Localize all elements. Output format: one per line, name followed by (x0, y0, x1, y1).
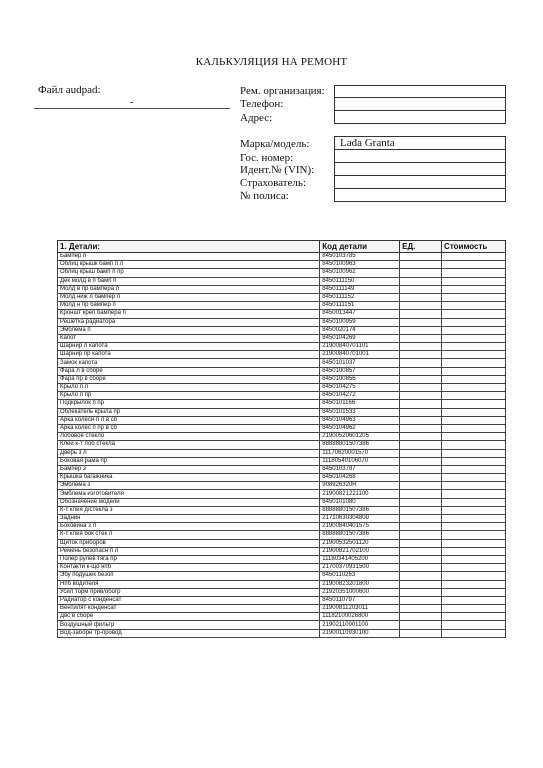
part-name-cell: Крыло п пр (58, 392, 320, 400)
unit-cell (400, 400, 442, 408)
unit-cell (400, 555, 442, 563)
unit-cell (400, 310, 442, 318)
table-row (58, 359, 506, 367)
unit-cell (400, 629, 442, 637)
unit-cell (400, 384, 442, 392)
table-row (58, 564, 506, 572)
unit-cell (400, 392, 442, 400)
cost-cell (442, 384, 506, 392)
table-row (58, 621, 506, 629)
unit-cell (400, 531, 442, 539)
table-row (58, 310, 506, 318)
table-row (58, 490, 506, 498)
field-label-insurer: Страхователь: (240, 177, 306, 189)
part-code-cell: 8450104275 (320, 384, 400, 392)
unit-cell (400, 580, 442, 588)
part-code-cell: 21900821702100 (320, 547, 400, 555)
header-parts: 1. Детали: (58, 241, 320, 253)
table-row (58, 482, 506, 490)
table-row (58, 515, 506, 523)
part-name-cell: Клей к-т лоб стекла (58, 441, 320, 449)
field-value-vin[interactable] (334, 162, 506, 176)
part-name-cell: Усил торм прив/обогр (58, 588, 320, 596)
part-name-cell: Крышка багажника (58, 474, 320, 482)
unit-cell (400, 351, 442, 359)
cost-cell (442, 433, 506, 441)
field-label-vin: Идент.№ (VIN): (240, 164, 315, 176)
part-name-cell: Молд в пр бампера п (58, 285, 320, 293)
unit-cell (400, 359, 442, 367)
part-code-cell: 11180540106070 (320, 457, 400, 465)
parts-table (57, 240, 506, 638)
field-value-phone[interactable] (334, 97, 506, 111)
table-row (58, 433, 506, 441)
unit-cell (400, 334, 442, 342)
table-row (58, 613, 506, 621)
part-code-cell: 8450101166 (320, 400, 400, 408)
table-row (58, 318, 506, 326)
unit-cell (400, 588, 442, 596)
cost-cell (442, 310, 506, 318)
part-code-cell: 8450100959 (320, 318, 400, 326)
part-name-cell: Арка колес п пр в сб (58, 424, 320, 432)
part-name-cell: Вод-заборн тр-провод (58, 629, 320, 637)
part-code-cell: 8450101080 (320, 498, 400, 506)
table-row (58, 416, 506, 424)
unit-cell (400, 506, 442, 514)
part-name-cell: Вентилят конденсат (58, 605, 320, 613)
unit-cell (400, 408, 442, 416)
part-name-cell: Эбу подушек безоп (58, 572, 320, 580)
unit-cell (400, 367, 442, 375)
table-row (58, 457, 506, 465)
unit-cell (400, 515, 442, 523)
cost-cell (442, 564, 506, 572)
part-name-cell: Решётка радиатора (58, 318, 320, 326)
cost-cell (442, 318, 506, 326)
part-code-cell: 8450111150 (320, 277, 400, 285)
part-code-cell: 8450104963 (320, 416, 400, 424)
cost-cell (442, 367, 506, 375)
part-name-cell: Капот (58, 334, 320, 342)
table-row (58, 629, 506, 637)
table-row (58, 253, 506, 261)
part-name-cell: Полер рулев тяга пр (58, 555, 320, 563)
part-name-cell: Лобовое стекло (58, 433, 320, 441)
part-code-cell: 8450100857 (320, 367, 400, 375)
cost-cell (442, 547, 506, 555)
cost-cell (442, 506, 506, 514)
unit-cell (400, 318, 442, 326)
cost-cell (442, 629, 506, 637)
table-row (58, 384, 506, 392)
cost-cell (442, 465, 506, 473)
part-code-cell: 21900840401575 (320, 523, 400, 531)
cost-cell (442, 424, 506, 432)
header-unit: ЕД. (400, 241, 442, 253)
unit-cell (400, 457, 442, 465)
part-code-cell: 21902110901100 (320, 621, 400, 629)
part-code-cell: 88888801507386 (320, 531, 400, 539)
part-code-cell: 21900110930100 (320, 629, 400, 637)
field-label-policy: № полиса: (240, 190, 289, 202)
part-code-cell: 8450104962 (320, 424, 400, 432)
cost-cell (442, 572, 506, 580)
cost-cell (442, 351, 506, 359)
part-code-cell: 8450100962 (320, 269, 400, 277)
cost-cell (442, 621, 506, 629)
unit-cell (400, 433, 442, 441)
part-code-cell: 21900532501120 (320, 539, 400, 547)
cost-cell (442, 539, 506, 547)
part-name-cell: Кроншт креп бампера п (58, 310, 320, 318)
cost-cell (442, 474, 506, 482)
cost-cell (442, 555, 506, 563)
table-row (58, 498, 506, 506)
part-code-cell: 21900811203011 (320, 605, 400, 613)
unit-cell (400, 482, 442, 490)
cost-cell (442, 359, 506, 367)
cost-cell (442, 269, 506, 277)
table-row (58, 596, 506, 604)
table-row (58, 531, 506, 539)
file-dash: - (130, 97, 134, 108)
part-name-cell: Шарнир л капота (58, 343, 320, 351)
table-row (58, 449, 506, 457)
cost-cell (442, 498, 506, 506)
unit-cell (400, 465, 442, 473)
part-name-cell: Подкрылок п пр (58, 400, 320, 408)
part-code-cell: 21700370931500 (320, 564, 400, 572)
unit-cell (400, 253, 442, 261)
table-row (58, 302, 506, 310)
header-cost: Стоимость (442, 241, 506, 253)
unit-cell (400, 564, 442, 572)
unit-cell (400, 539, 442, 547)
part-name-cell: Двс в сборе (58, 613, 320, 621)
cost-cell (442, 523, 506, 531)
part-name-cell: Облиц крыш бамп п пр (58, 269, 320, 277)
part-code-cell: 8450100963 (320, 261, 400, 269)
table-row (58, 474, 506, 482)
table-row (58, 351, 506, 359)
part-name-cell: Крыло п л (58, 384, 320, 392)
cost-cell (442, 392, 506, 400)
part-name-cell: К-т клея бок стек л (58, 531, 320, 539)
unit-cell (400, 572, 442, 580)
cost-cell (442, 400, 506, 408)
part-code-cell: 8450110797 (320, 596, 400, 604)
cost-cell (442, 277, 506, 285)
unit-cell (400, 302, 442, 310)
part-code-cell: 8450111149 (320, 285, 400, 293)
table-header-row (58, 241, 506, 253)
part-code-cell: 21900520601205 (320, 433, 400, 441)
parts-table-body (58, 253, 506, 638)
table-row (58, 293, 506, 301)
part-code-cell: 8450111152 (320, 293, 400, 301)
field-label-phone: Телефон: (240, 98, 284, 110)
unit-cell (400, 285, 442, 293)
cost-cell (442, 605, 506, 613)
table-row (58, 400, 506, 408)
field-value-insurer[interactable] (334, 175, 506, 189)
part-code-cell: 8450020174 (320, 326, 400, 334)
part-code-cell: 21900821221100 (320, 490, 400, 498)
part-name-cell: Контакти к-що нпб (58, 564, 320, 572)
part-name-cell: Щиток приборов (58, 539, 320, 547)
field-value-policy[interactable] (334, 188, 506, 202)
part-name-cell: Дверь з л (58, 449, 320, 457)
part-name-cell: Эмблема п (58, 326, 320, 334)
unit-cell (400, 547, 442, 555)
part-name-cell: Арка колесн п л в сб (58, 416, 320, 424)
cost-cell (442, 580, 506, 588)
part-name-cell: Эмблема з (58, 482, 320, 490)
table-row (58, 269, 506, 277)
unit-cell (400, 424, 442, 432)
table-row (58, 555, 506, 563)
unit-cell (400, 474, 442, 482)
file-label: Файл audpad: (38, 84, 101, 96)
part-name-cell: Воздушный фильтр (58, 621, 320, 629)
unit-cell (400, 498, 442, 506)
unit-cell (400, 277, 442, 285)
unit-cell (400, 449, 442, 457)
table-row (58, 506, 506, 514)
table-row (58, 392, 506, 400)
field-value-plate[interactable] (334, 149, 506, 163)
part-code-cell: 8450110263 (320, 572, 400, 580)
table-row (58, 343, 506, 351)
cost-cell (442, 253, 506, 261)
part-name-cell: Дек молд в п бамп п (58, 277, 320, 285)
cost-cell (442, 285, 506, 293)
cost-cell (442, 261, 506, 269)
part-code-cell: 21900823201800 (320, 580, 400, 588)
page-title: КАЛЬКУЛЯЦИЯ НА РЕМОНТ (195, 56, 348, 68)
table-row (58, 367, 506, 375)
part-name-cell: Облекатель крыла пр (58, 408, 320, 416)
cost-cell (442, 596, 506, 604)
part-name-cell: Боковина з л (58, 523, 320, 531)
part-code-cell: 8450100856 (320, 375, 400, 383)
field-label-plate: Гос. номер: (240, 152, 294, 164)
cost-cell (442, 588, 506, 596)
unit-cell (400, 375, 442, 383)
field-value-make-model[interactable]: Lada Granta (334, 136, 506, 150)
part-name-cell: Боковая рама пр (58, 457, 320, 465)
part-name-cell: Радиатор с конденсат (58, 596, 320, 604)
cost-cell (442, 490, 506, 498)
cost-cell (442, 449, 506, 457)
table-row (58, 334, 506, 342)
table-row (58, 572, 506, 580)
table-row (58, 547, 506, 555)
part-name-cell: Бампер п (58, 253, 320, 261)
table-row (58, 539, 506, 547)
cost-cell (442, 515, 506, 523)
part-code-cell: 21900840701101 (320, 343, 400, 351)
unit-cell (400, 441, 442, 449)
cost-cell (442, 441, 506, 449)
field-label-address: Адрес: (240, 112, 273, 124)
part-name-cell: Нпб водителя (58, 580, 320, 588)
part-name-cell: Эмблема изготовителя (58, 490, 320, 498)
part-code-cell: 8450103785 (320, 253, 400, 261)
part-code-cell: 8450013447 (320, 310, 400, 318)
unit-cell (400, 326, 442, 334)
cost-cell (442, 416, 506, 424)
unit-cell (400, 596, 442, 604)
part-name-cell: Молд н пр бампер п (58, 302, 320, 310)
unit-cell (400, 613, 442, 621)
table-row (58, 441, 506, 449)
table-row (58, 465, 506, 473)
part-code-cell: 8450104268 (320, 474, 400, 482)
part-name-cell: Облиц крышк бамп п л (58, 261, 320, 269)
table-row (58, 580, 506, 588)
unit-cell (400, 523, 442, 531)
part-code-cell: 88888801507386 (320, 506, 400, 514)
part-name-cell: Обозначение модели (58, 498, 320, 506)
part-code-cell: 11180341405200 (320, 555, 400, 563)
unit-cell (400, 269, 442, 277)
cost-cell (442, 457, 506, 465)
cost-cell (442, 326, 506, 334)
field-label-make-model: Марка/модель: (240, 138, 310, 150)
part-code-cell: 11182100026800 (320, 613, 400, 621)
cost-cell (442, 334, 506, 342)
file-underline (34, 108, 230, 109)
cost-cell (442, 613, 506, 621)
part-name-cell: Бампер з (58, 465, 320, 473)
cost-cell (442, 343, 506, 351)
cost-cell (442, 375, 506, 383)
part-code-cell: 8450101533 (320, 408, 400, 416)
part-code-cell: 21900840701001 (320, 351, 400, 359)
table-row (58, 277, 506, 285)
part-code-cell: 88888801507386 (320, 441, 400, 449)
cost-cell (442, 482, 506, 490)
part-code-cell: 11170620001570 (320, 449, 400, 457)
part-name-cell: К-т клея д/стекла з (58, 506, 320, 514)
unit-cell (400, 621, 442, 629)
cost-cell (442, 531, 506, 539)
part-name-cell: Шарнир пр капота (58, 351, 320, 359)
table-row (58, 408, 506, 416)
field-label-repair-org: Рем. организация: (240, 85, 325, 97)
part-code-cell: 8450104272 (320, 392, 400, 400)
part-code-cell: 21920351000600 (320, 588, 400, 596)
part-code-cell: 21710630304800 (320, 515, 400, 523)
unit-cell (400, 605, 442, 613)
unit-cell (400, 343, 442, 351)
part-name-cell: Замок капота (58, 359, 320, 367)
part-code-cell: 8450103787 (320, 465, 400, 473)
unit-cell (400, 416, 442, 424)
table-row (58, 375, 506, 383)
field-value-address[interactable] (334, 110, 506, 124)
header-part-code: Код детали (320, 241, 400, 253)
part-code-cell: 8450111151 (320, 302, 400, 310)
part-name-cell: Заднин (58, 515, 320, 523)
table-row (58, 424, 506, 432)
cost-cell (442, 302, 506, 310)
unit-cell (400, 293, 442, 301)
cost-cell (442, 408, 506, 416)
table-row (58, 605, 506, 613)
table-row (58, 261, 506, 269)
part-code-cell: 8450101037 (320, 359, 400, 367)
part-name-cell: Фара пр в сборе (58, 375, 320, 383)
part-name-cell: Молд ниж л бампер п (58, 293, 320, 301)
table-row (58, 588, 506, 596)
part-name-cell: Ремень безопасн п л (58, 547, 320, 555)
table-row (58, 285, 506, 293)
table-row (58, 523, 506, 531)
unit-cell (400, 490, 442, 498)
part-name-cell: Фара л в сборе (58, 367, 320, 375)
part-code-cell: 8450104269 (320, 334, 400, 342)
unit-cell (400, 261, 442, 269)
table-row (58, 326, 506, 334)
cost-cell (442, 293, 506, 301)
part-code-cell: 908926320R (320, 482, 400, 490)
